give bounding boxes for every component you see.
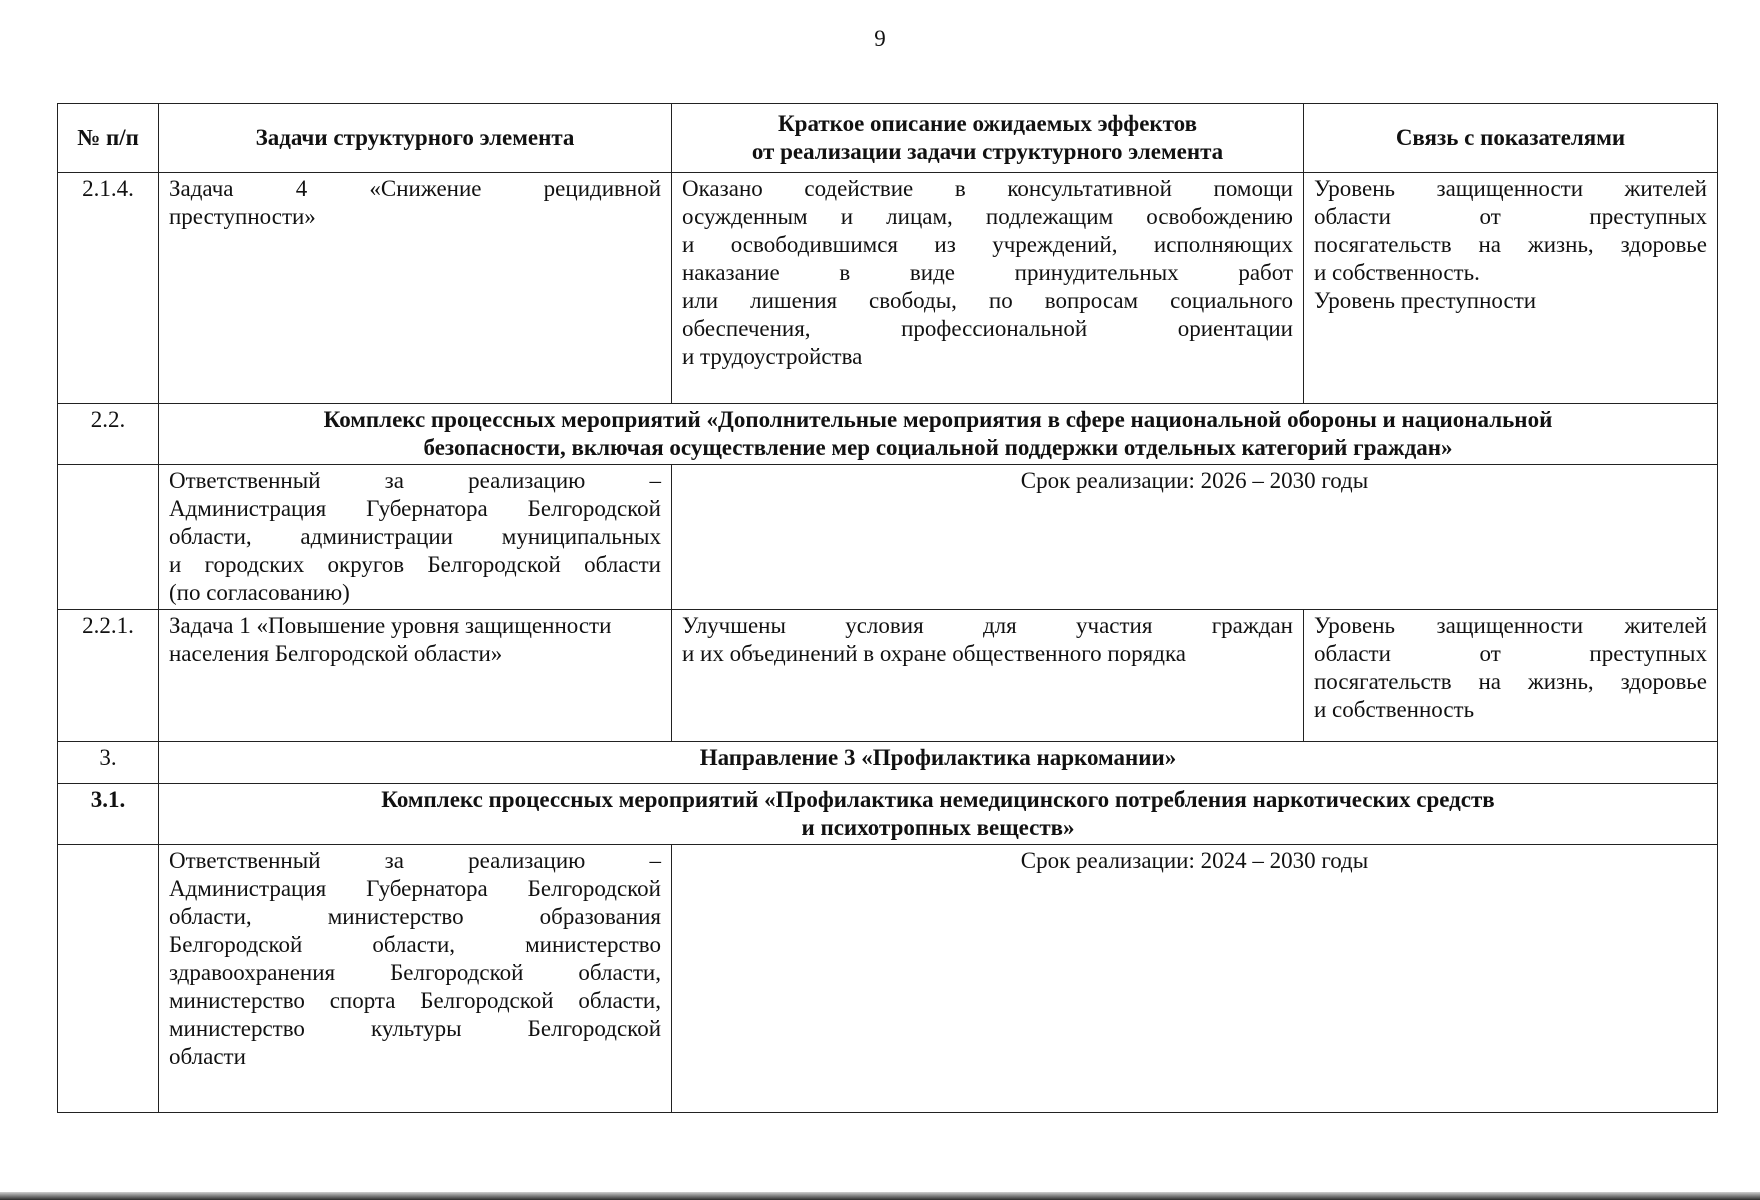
task-cell: Задача 1 «Повышение уровня защищенности населения Белгородской области» xyxy=(159,610,672,742)
scan-edge xyxy=(0,1192,1760,1200)
indicator-cell: Уровень защищенности жителей области от преступных посягательств на жизнь, здоровье и собственность xyxy=(1304,610,1718,742)
task-cell: Задача 4 «Снижение рецидивной преступности» xyxy=(159,173,672,404)
header-effects-line2: от реализации задачи структурного элемента xyxy=(751,139,1224,164)
table-row xyxy=(58,173,1718,404)
effect-cell: Улучшены условия для участия граждан и их объединений в охране общественного порядка xyxy=(672,610,1304,742)
responsible-cell: Ответственный за реализацию – Администрация Губернатора Белгородской области, министерство образования Белгородской области, министерство здравоохранения Белгородской области, министерство спорта Белгородской области, министерство культуры Белгородской области xyxy=(159,845,672,1113)
empty-number-cell xyxy=(58,845,159,1113)
responsible-row xyxy=(58,465,1718,610)
header-effects-line1: Краткое описание ожидаемых эффектов xyxy=(777,111,1198,136)
section-title: Комплекс процессных мероприятий «Профилактика немедицинского потребления наркотических средств и психотропных веществ» xyxy=(159,784,1718,845)
direction-title: Направление 3 «Профилактика наркомании» xyxy=(159,742,1718,784)
section-row xyxy=(58,742,1718,784)
section-row xyxy=(58,784,1718,845)
indicator-cell: Уровень защищенности жителей области от преступных посягательств на жизнь, здоровье и собственность. Уровень преступности xyxy=(1304,173,1718,404)
table-header-row xyxy=(58,104,1718,173)
row-number: 2.1.4. xyxy=(58,173,159,404)
table-row xyxy=(58,610,1718,742)
row-number: 2.2.1. xyxy=(58,610,159,742)
responsible-row xyxy=(58,845,1718,1113)
responsible-cell: Ответственный за реализацию – Администрация Губернатора Белгородской области, администрации муниципальных и городских округов Белгородской области (по согласованию) xyxy=(159,465,672,610)
implementation-term: Срок реализации: 2024 – 2030 годы xyxy=(672,845,1718,1113)
row-number: 3.1. xyxy=(58,784,159,845)
row-number: 3. xyxy=(58,742,159,784)
empty-number-cell xyxy=(58,465,159,610)
section-row xyxy=(58,404,1718,465)
section-title: Комплекс процессных мероприятий «Дополнительные мероприятия в сфере национальной обороны и национальной безопасности, включая осуществление мер социальной поддержки отдельных категорий граждан» xyxy=(159,404,1718,465)
effect-cell: Оказано содействие в консультативной помощи осужденным и лицам, подлежащим освобождению и освободившимся из учреждений, исполняющих наказание в виде принудительных работ или лишения свободы, по вопросам социального обеспечения, профессиональной ориентации и трудоустройства xyxy=(672,173,1304,404)
implementation-term: Срок реализации: 2026 – 2030 годы xyxy=(672,465,1718,610)
page-number: 9 xyxy=(874,26,886,51)
row-number: 2.2. xyxy=(58,404,159,465)
header-num: № п/п xyxy=(58,104,159,173)
document-table xyxy=(57,103,1718,1113)
header-tasks: Задачи структурного элемента xyxy=(159,104,672,173)
header-effects xyxy=(672,104,1304,173)
header-indicators: Связь с показателями xyxy=(1304,104,1718,173)
